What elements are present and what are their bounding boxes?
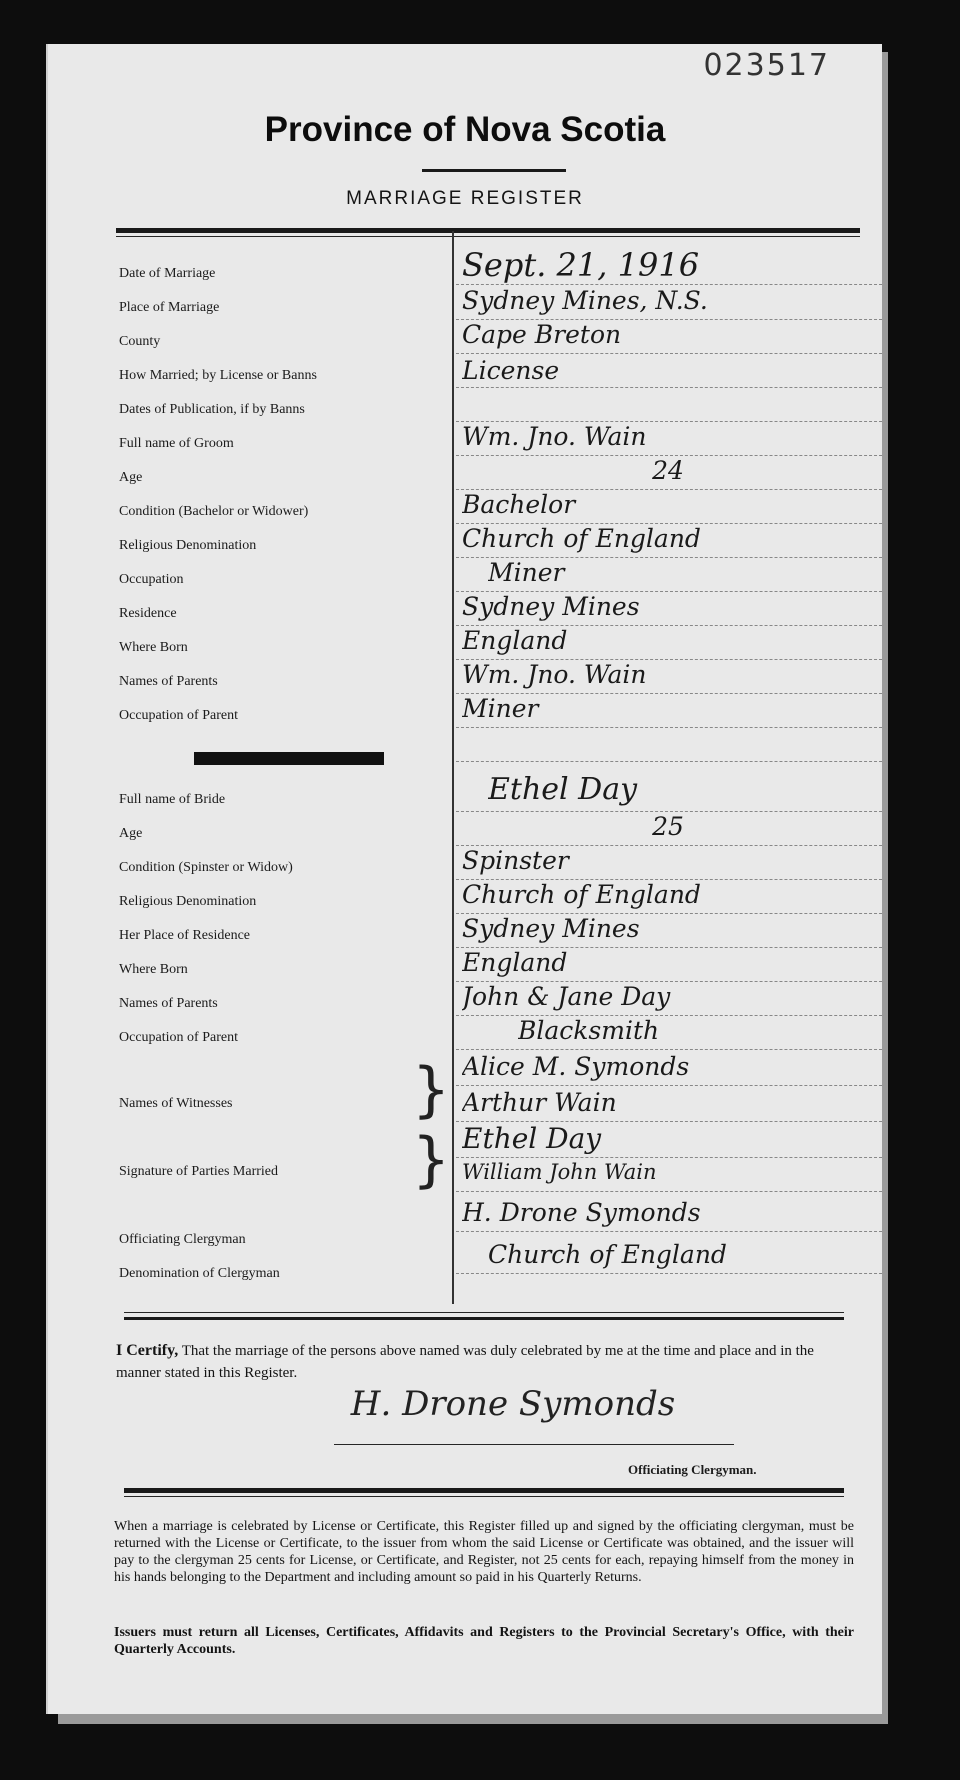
field-line [456, 284, 882, 285]
field-line [456, 1085, 882, 1086]
certify-body: That the marriage of the persons above named was duly celebrated by me at the time and place and in the manner stated in this Register. [116, 1343, 814, 1381]
field-label: How Married; by License or Banns [119, 368, 317, 383]
field-line [456, 387, 882, 388]
field-label: Her Place of Residence [119, 928, 250, 943]
field-label: Names of Parents [119, 996, 218, 1011]
field-value: 25 [652, 812, 684, 841]
field-label: Full name of Bride [119, 792, 226, 807]
signature-bride: Ethel Day [462, 1122, 602, 1155]
field-line [456, 1049, 882, 1050]
field-value: Sydney Mines [462, 914, 640, 943]
field-label: Place of Marriage [119, 300, 220, 315]
notice-paragraph: When a marriage is celebrated by License or Certificate, this Register filled up and signed by the officiating clergyman, must be returned with the License or Certificate, to the issuer from whom the said License or Certificate was obtained, and the issuer will pay to the clergyman 25 cents for License, or Certificate, and Register, not 25 cents for each, repaying himself from the money in his hands belonging to the Department and including amount so paid in his Quarterly Returns. [114, 1519, 854, 1585]
register-subtitle: MARRIAGE REGISTER [346, 188, 584, 209]
field-value: Bachelor [462, 490, 576, 519]
field-label: Age [119, 826, 143, 841]
field-value: Spinster [462, 846, 569, 875]
field-value: Wm. Jno. Wain [462, 422, 647, 451]
field-line [456, 727, 882, 728]
field-label: Occupation of Parent [119, 1030, 238, 1045]
field-label: Age [119, 470, 143, 485]
column-divider [452, 231, 454, 1304]
field-value: Sydney Mines, N.S. [462, 286, 708, 315]
bride-section-bar [194, 752, 384, 765]
header-rule-thick [116, 228, 860, 233]
officiating-label: Officiating Clergyman. [628, 1462, 757, 1477]
field-value: Church of England [462, 880, 701, 909]
field-value: Cape Breton [462, 320, 622, 349]
field-value: Church of England [462, 524, 701, 553]
field-value: Wm. Jno. Wain [462, 660, 647, 689]
certify-rule-thick [124, 1317, 844, 1320]
field-value: Sydney Mines [462, 592, 640, 621]
certify-rule-thin [124, 1312, 844, 1313]
field-label: County [119, 334, 161, 349]
page-title: Province of Nova Scotia [264, 110, 666, 149]
field-label: Residence [119, 606, 177, 621]
signature-line [334, 1444, 734, 1445]
field-value: John & Jane Day [462, 982, 671, 1011]
brace-icon: } [412, 1125, 451, 1195]
field-label: Date of Marriage [119, 266, 216, 281]
title-underline [422, 169, 566, 172]
witnesses-label: Names of Witnesses [119, 1096, 233, 1111]
field-value: 24 [652, 456, 684, 485]
field-line [456, 1157, 882, 1158]
field-label: Officiating Clergyman [119, 1232, 246, 1247]
field-label: Where Born [119, 640, 188, 655]
serial-number: 023517 [703, 48, 830, 83]
field-value: England [462, 948, 568, 977]
field-line [456, 1273, 882, 1274]
register-sheet [46, 44, 882, 1714]
header-rule-thin [116, 236, 860, 237]
field-label: Condition (Spinster or Widow) [119, 860, 293, 875]
witness-name: Alice M. Symonds [462, 1052, 690, 1081]
field-value: Miner [488, 558, 565, 587]
field-value: England [462, 626, 568, 655]
field-line [456, 1191, 882, 1192]
field-line [456, 761, 882, 762]
field-label: Religious Denomination [119, 894, 257, 909]
field-value: H. Drone Symonds [462, 1198, 701, 1227]
field-value: Miner [462, 694, 539, 723]
certification-text [116, 1340, 826, 1384]
field-value: Blacksmith [518, 1016, 660, 1045]
notice-rule-thin [124, 1496, 844, 1497]
field-value: Sept. 21, 1916 [462, 246, 700, 284]
field-label: Names of Parents [119, 674, 218, 689]
signature-groom: William John Wain [462, 1160, 657, 1184]
field-label: Occupation [119, 572, 184, 587]
brace-icon: } [412, 1055, 451, 1125]
field-value: Church of England [488, 1240, 727, 1269]
field-label: Religious Denomination [119, 538, 257, 553]
signatures-label: Signature of Parties Married [119, 1164, 279, 1179]
field-label: Occupation of Parent [119, 708, 238, 723]
field-label: Denomination of Clergyman [119, 1266, 280, 1281]
witness-name: Arthur Wain [462, 1088, 617, 1117]
field-line [456, 353, 882, 354]
field-value: License [462, 356, 560, 385]
field-label: Condition (Bachelor or Widower) [119, 504, 309, 519]
field-value: Ethel Day [488, 772, 638, 807]
field-line [456, 1231, 882, 1232]
notice-rule-thick [124, 1488, 844, 1493]
field-label: Full name of Groom [119, 436, 234, 451]
certify-lead: I Certify, [116, 1342, 179, 1359]
issuers-paragraph: Issuers must return all Licenses, Certificates, Affidavits and Registers to the Provincial Secretary's Office, with their Quarterly Accounts. [114, 1625, 854, 1657]
field-label: Where Born [119, 962, 188, 977]
field-label: Dates of Publication, if by Banns [119, 402, 305, 417]
clergyman-signature: H. Drone Symonds [350, 1384, 676, 1424]
